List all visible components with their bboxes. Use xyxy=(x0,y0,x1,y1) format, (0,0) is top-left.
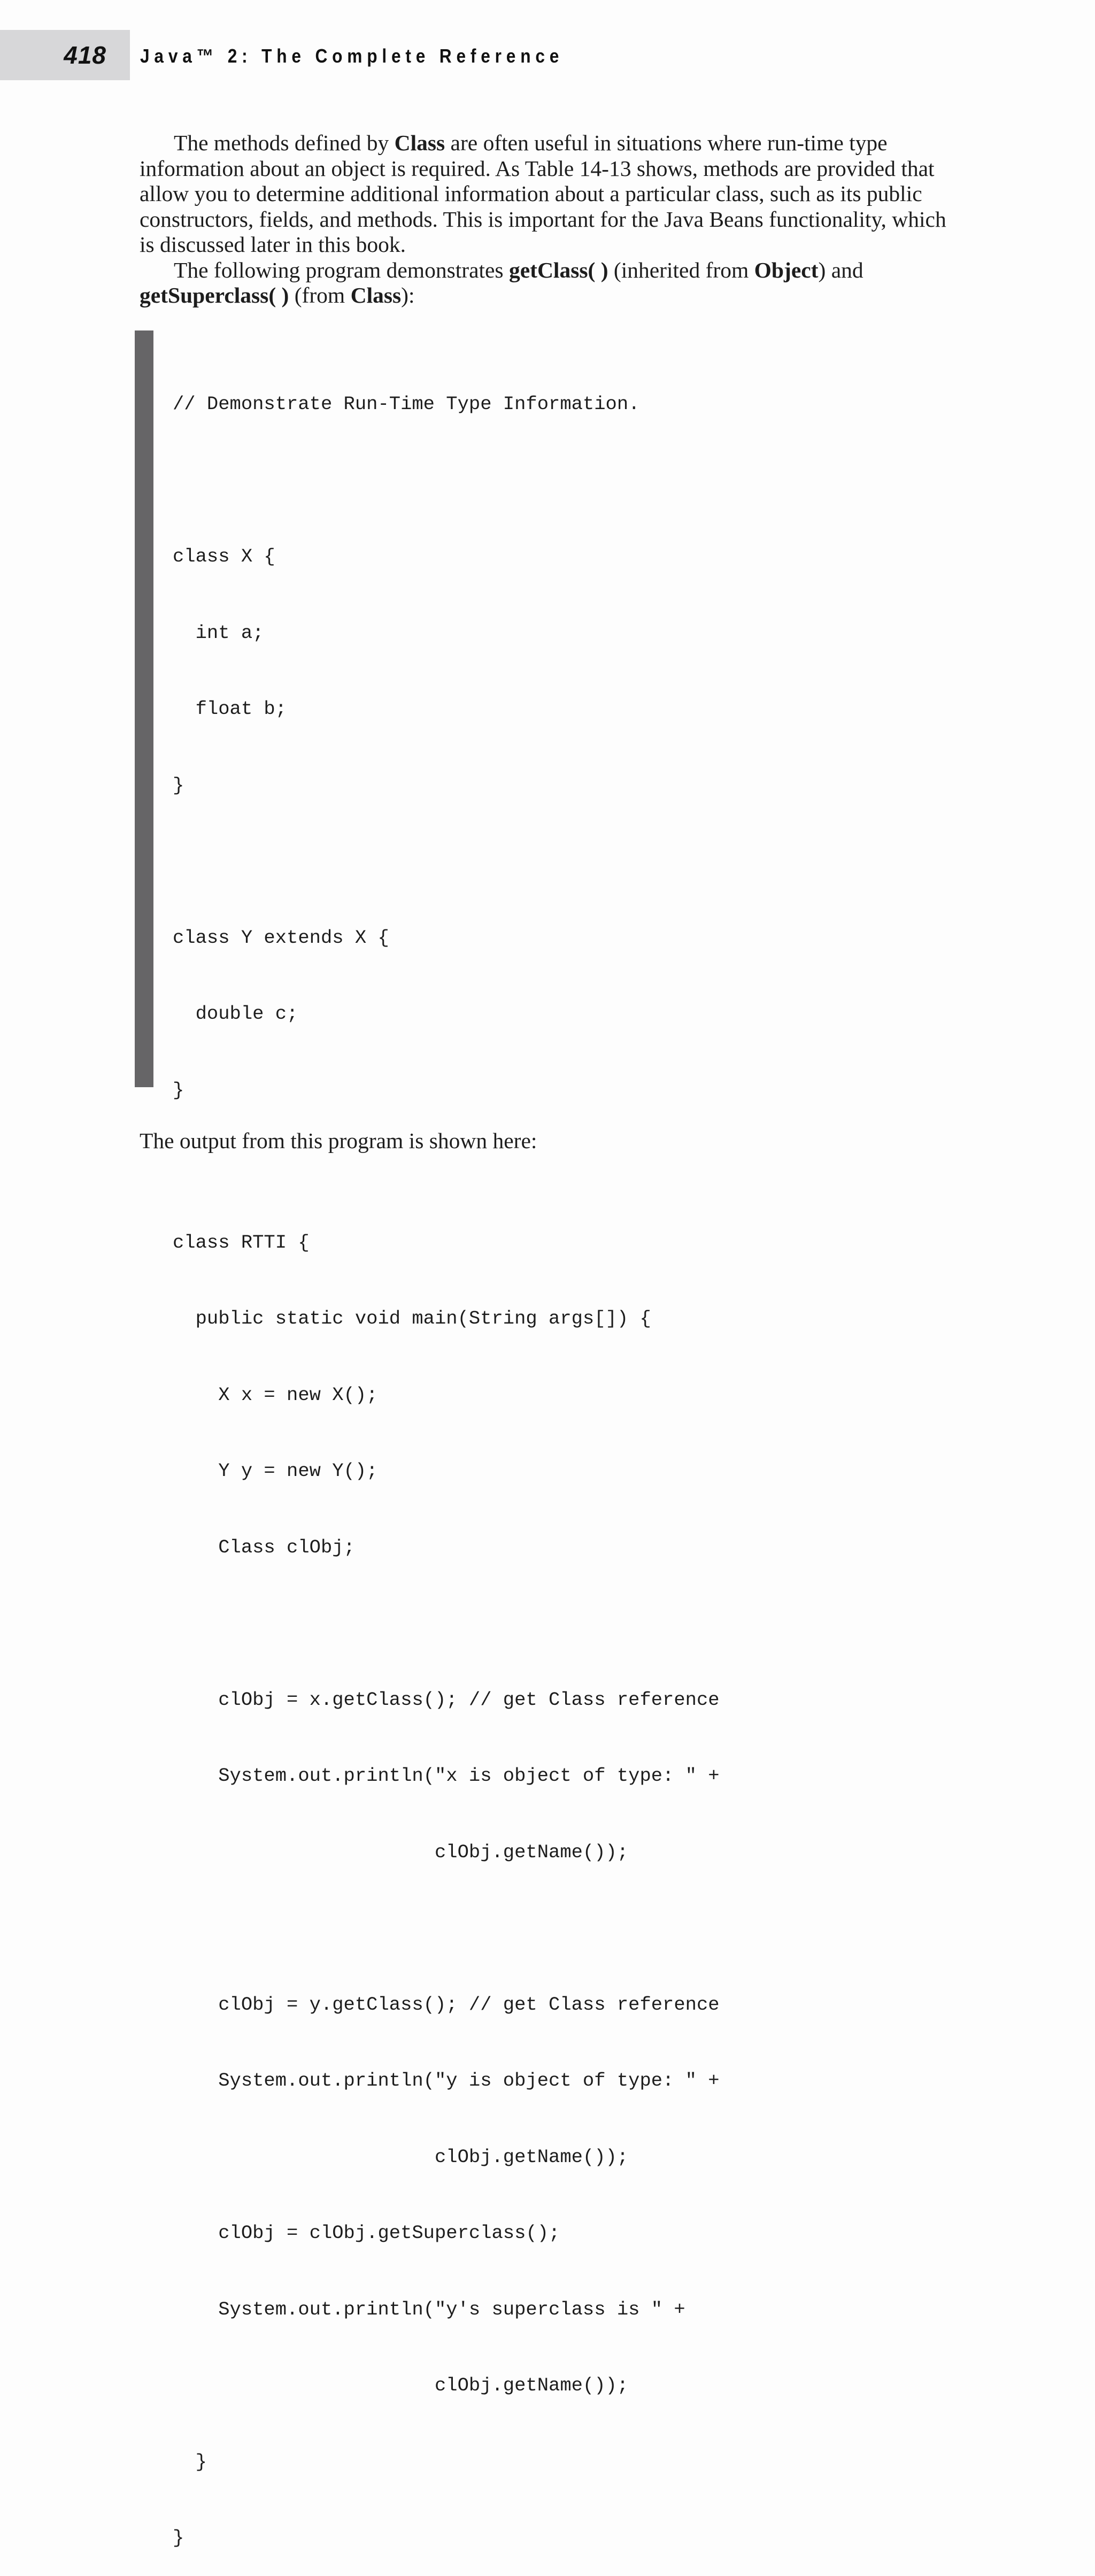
output-intro: The output from this program is shown here: xyxy=(140,1128,537,1153)
code-line: int a; xyxy=(173,621,264,644)
code-line: clObj = x.getClass(); // get Class reference xyxy=(173,1688,720,1711)
code-line: class RTTI { xyxy=(173,1231,310,1254)
page-number: 418 xyxy=(64,41,106,69)
intro-paragraph-1: The methods defined by Class are often useful in situations where run-time type information about an object is required. As Table 14-13 shows, methods are provided that allow you to determine additional information about a particular class, such as its public constructors, fields, and methods. This is important for the Java Beans functionality, which is discussed later in this book. xyxy=(140,130,946,257)
code-line xyxy=(173,1916,720,1941)
page-number-tab xyxy=(0,30,130,80)
code-line: clObj.getName()); xyxy=(173,2374,629,2396)
code-line: } xyxy=(173,1079,184,1101)
code-line: System.out.println("x is object of type: " + xyxy=(173,1765,720,1787)
class-keyword: Class xyxy=(394,130,445,155)
getclass-method: getClass( ) xyxy=(508,257,608,282)
code-line: clObj = y.getClass(); // get Class reference xyxy=(173,1993,720,2016)
code-line: } xyxy=(173,2450,207,2473)
getsuperclass-method: getSuperclass( ) xyxy=(140,283,289,307)
code-line: clObj.getName()); xyxy=(173,1841,629,1863)
code-line: double c; xyxy=(173,1003,298,1025)
code-line xyxy=(173,468,720,494)
code-line: class Y extends X { xyxy=(173,926,389,949)
code-line: public static void main(String args[]) { xyxy=(173,1308,651,1329)
code-line: System.out.println("y's superclass is " + xyxy=(173,2298,685,2320)
intro-text xyxy=(140,130,952,309)
code-line xyxy=(173,849,720,874)
code-line: } xyxy=(173,2527,184,2549)
intro-paragraph-2: The following program demonstrates getClass( ) (inherited from Object) and getSuperclass( ) (from Class): xyxy=(140,257,863,307)
code-line: float b; xyxy=(173,698,287,720)
code-line: Class clObj; xyxy=(173,1536,355,1558)
running-title: Java™ 2: The Complete Reference xyxy=(140,45,564,67)
class-keyword: Class xyxy=(350,283,402,307)
code-line: // Demonstrate Run-Time Type Information. xyxy=(173,393,640,415)
code-line: clObj = clObj.getSuperclass(); xyxy=(173,2222,560,2244)
code-line: clObj.getName()); xyxy=(173,2146,629,2168)
code-line: X x = new X(); xyxy=(173,1383,378,1406)
code-line: class X { xyxy=(173,545,275,567)
code-line: Y y = new Y(); xyxy=(173,1460,378,1482)
object-keyword: Object xyxy=(754,257,819,282)
code-line: } xyxy=(173,774,184,796)
code-line: System.out.println("y is object of type: " + xyxy=(173,2070,720,2091)
code-line xyxy=(173,1611,720,1636)
code-line xyxy=(173,1154,720,1179)
code-listing-bar xyxy=(135,330,153,1087)
code-listing xyxy=(173,341,720,2576)
